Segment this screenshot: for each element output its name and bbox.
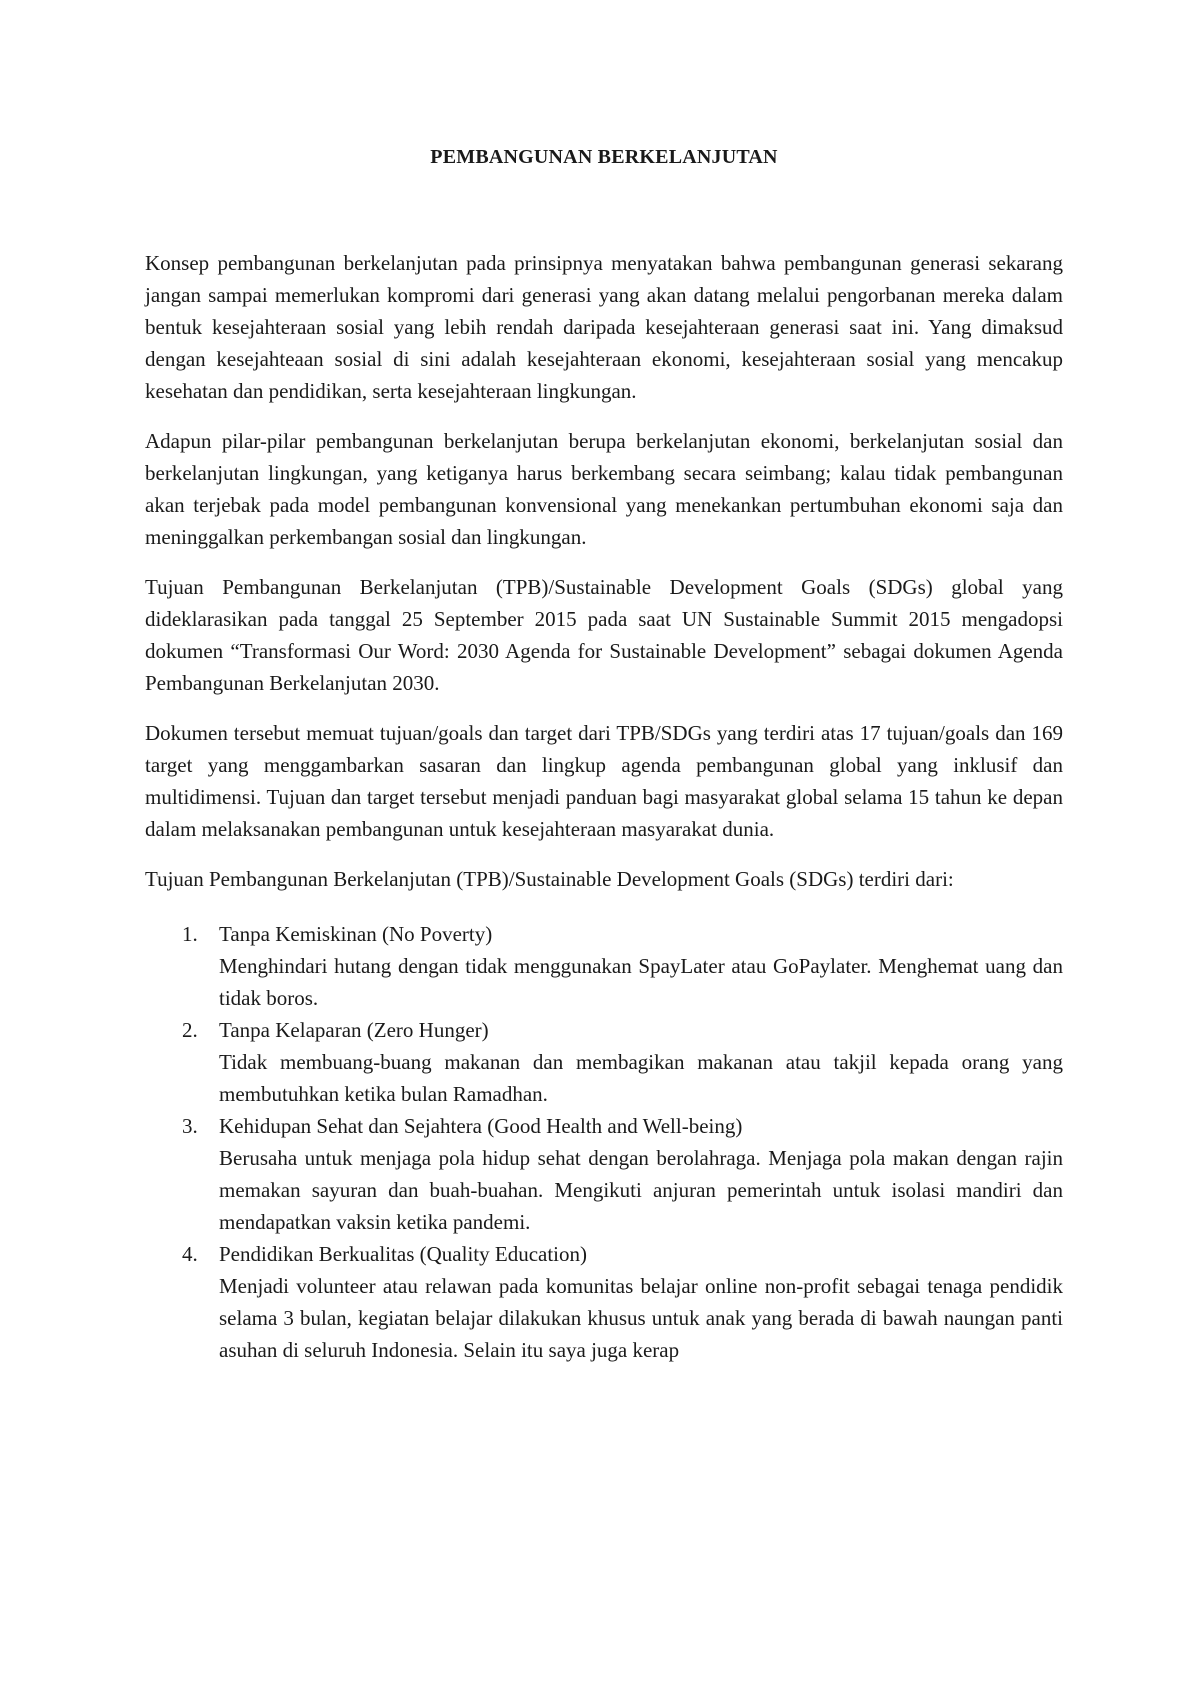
- paragraph-pillars: Adapun pilar-pilar pembangunan berkelanjutan berupa berkelanjutan ekonomi, berkelanjutan sosial dan berkelanjutan lingkungan, yang ketiganya harus berkembang secara seimbang; kalau tidak pembangunan akan terjebak pada model pembangunan konvensional yang menekankan pertumbuhan ekonomi saja dan meninggalkan perkembangan sosial dan lingkungan.: [145, 429, 1063, 549]
- list-item: [145, 1014, 1063, 1110]
- list-item-description: Berusaha untuk menjaga pola hidup sehat dengan berolahraga. Menjaga pola makan dengan rajin memakan sayuran dan buah-buahan. Mengikuti anjuran pemerintah untuk isolasi mandiri dan mendapatkan vaksin ketika pandemi.: [219, 1146, 1063, 1234]
- list-item-title: Kehidupan Sehat dan Sejahtera (Good Health and Well-being): [219, 1114, 743, 1138]
- list-item-title: Pendidikan Berkualitas (Quality Education): [219, 1242, 587, 1266]
- list-item-description: Tidak membuang-buang makanan dan membagikan makanan atau takjil kepada orang yang membutuhkan ketika bulan Ramadhan.: [219, 1050, 1063, 1106]
- list-item-number: 4.: [182, 1242, 198, 1266]
- paragraph-document-contents: Dokumen tersebut memuat tujuan/goals dan target dari TPB/SDGs yang terdiri atas 17 tujuan/goals dan 169 target yang menggambarkan sasaran dan lingkup agenda pembangunan global yang inklusif dan multidimensi. Tujuan dan target tersebut menjadi panduan bagi masyarakat global selama 15 tahun ke depan dalam melaksanakan pembangunan untuk kesejahteraan masyarakat dunia.: [145, 721, 1063, 841]
- list-item-number: 3.: [182, 1114, 198, 1138]
- list-item-description: Menghindari hutang dengan tidak menggunakan SpayLater atau GoPaylater. Menghemat uang dan tidak boros.: [219, 954, 1063, 1010]
- list-item-title: Tanpa Kelaparan (Zero Hunger): [219, 1018, 489, 1042]
- list-item-number: 1.: [182, 922, 198, 946]
- list-item: [145, 1110, 1063, 1238]
- paragraph-concept: Konsep pembangunan berkelanjutan pada prinsipnya menyatakan bahwa pembangunan generasi sekarang jangan sampai memerlukan kompromi dari generasi yang akan datang melalui pengorbanan mereka dalam bentuk kesejahteraan sosial yang lebih rendah daripada kesejahteraan generasi saat ini. Yang dimaksud dengan kesejahteaan sosial di sini adalah kesejahteraan ekonomi, kesejahteraan sosial yang mencakup kesehatan dan pendidikan, serta kesejahteraan lingkungan.: [145, 251, 1063, 403]
- list-item: [145, 918, 1063, 1014]
- paragraph-sdgs-declaration: Tujuan Pembangunan Berkelanjutan (TPB)/Sustainable Development Goals (SDGs) global yang dideklarasikan pada tanggal 25 September 2015 pada saat UN Sustainable Summit 2015 mengadopsi dokumen “Transformasi Our Word: 2030 Agenda for Sustainable Development” sebagai dokumen Agenda Pembangunan Berkelanjutan 2030.: [145, 575, 1063, 695]
- list-item: [145, 1238, 1063, 1366]
- paragraph-sdgs-list-intro: Tujuan Pembangunan Berkelanjutan (TPB)/Sustainable Development Goals (SDGs) terdiri dari:: [145, 867, 954, 891]
- list-item-description: Menjadi volunteer atau relawan pada komunitas belajar online non-profit sebagai tenaga pendidik selama 3 bulan, kegiatan belajar dilakukan khusus untuk anak yang berada di bawah naungan panti asuhan di seluruh Indonesia. Selain itu saya juga kerap: [219, 1274, 1063, 1362]
- document-title: PEMBANGUNAN BERKELANJUTAN: [430, 146, 778, 168]
- document-body: [145, 247, 1063, 1366]
- list-item-title: Tanpa Kemiskinan (No Poverty): [219, 922, 493, 946]
- list-item-number: 2.: [182, 1018, 198, 1042]
- sdg-list: [145, 918, 1063, 1366]
